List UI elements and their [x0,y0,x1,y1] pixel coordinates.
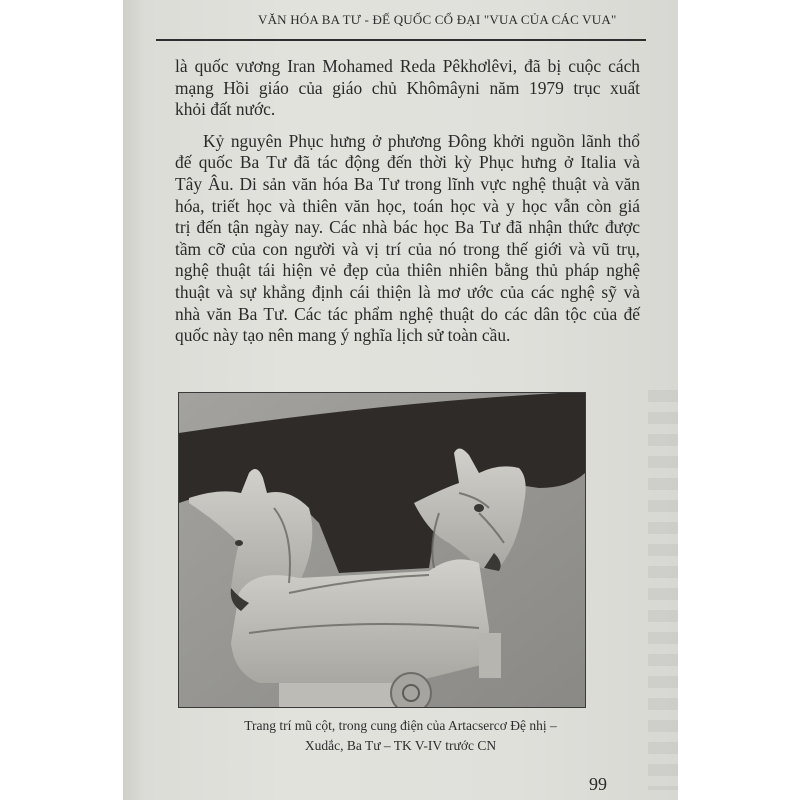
text-line: hóa, triết học và thiên văn học, toán học và y học vẫn còn giá [175,195,640,216]
book-page [123,0,678,800]
text-line: là quốc vương Iran Mohamed Reda Pêkhơlêvi, đã bị cuộc cách [175,56,640,76]
bull-capital-illustration [179,393,585,707]
text-line: Tây Âu. Di sản văn hóa Ba Tư trong lĩnh vực nghệ thuật và văn [175,173,640,194]
running-header: VĂN HÓA BA TƯ - ĐẾ QUỐC CỔ ĐẠI "VUA CỦA CÁC VUA" [258,12,617,27]
body-text [175,56,640,347]
text-line: thuật và sự khẳng định cái thiện là mơ ước của các nghệ sỹ và [175,281,640,302]
page-number: 99 [589,774,607,794]
text-line: Kỷ nguyên Phục hưng ở phương Đông khởi nguồn lãnh thổ [203,130,640,151]
figure-caption [163,716,638,756]
paragraph-1 [175,56,640,121]
bleed-through-text [648,390,678,790]
paragraph-2 [175,131,640,347]
text-line: mạng Hồi giáo của giáo chủ Khômâyni năm 1979 trục xuất [175,77,640,98]
caption-line: Xudắc, Ba Tư – TK V-IV trước CN [304,738,497,753]
text-line: trị đến tận ngày nay. Các nhà bác học Ba Tư đã nhận thức được [175,217,640,238]
header-rule [156,39,646,41]
caption-line: Trang trí mũ cột, trong cung điện của Artacsercơ Đệ nhị – [244,718,557,733]
text-line: quốc này tạo nên mang ý nghĩa lịch sử toàn cầu. [175,325,511,346]
text-line: đế quốc Ba Tư đã tác động đến thời kỳ Phục hưng ở Italia và [175,152,640,173]
text-line: tầm cỡ của con người và vị trí của nó trong thế giới và vũ trụ, [175,238,640,259]
text-line: nghệ thuật tái hiện vẻ đẹp của thiên nhiên bằng thủ pháp nghệ [175,260,640,281]
column-capital-photo [178,392,586,708]
text-line: nhà văn Ba Tư. Các tác phẩm nghệ thuật do các dân tộc của đế [175,303,640,324]
text-line: khỏi đất nước. [175,99,276,120]
